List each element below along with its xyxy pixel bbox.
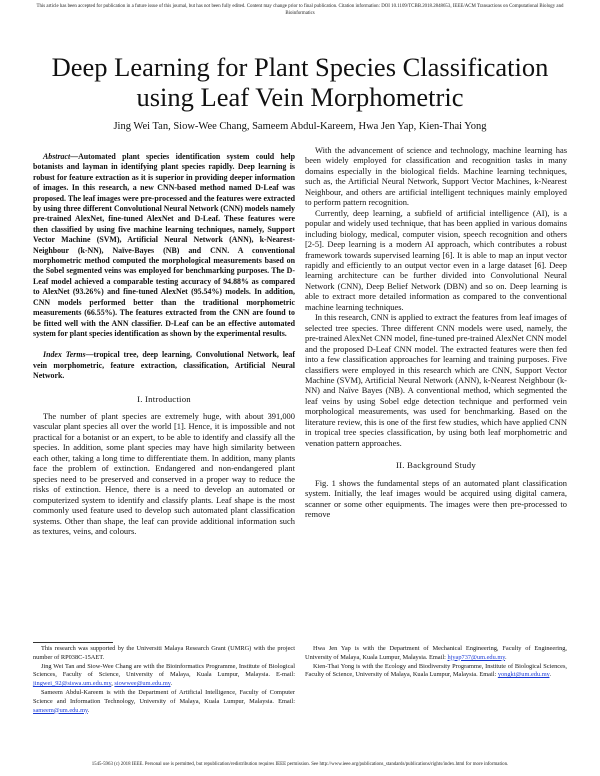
body-paragraph-3: In this research, CNN is applied to extract the features from leaf images of selected tree species. Three different CNN models were used, namely, the pre-trained AlexNet CNN model, fine-tuned pre-trained AlexNet CNN model and the proposed D-Leaf CNN model. The extracted features were then fed into a few classification approaches for learning and training purposes. Five classifiers were employed in this research which are CNN, Support Vector Machine (SVM), Artificial Neural Network (ANN), k-Nearest Neighbour (k-NN) and Naïve Bayes (NB). A conventional method, which segmented the leaf veins by using Sobel edge detection technique and performed vein morphological measurements, was used for benchmarking. Based on the literature review, this is one of the first few studies, which have applied CNN in tropical tree species classification, by using both leaf morphometric and venation pattern approaches. bbox=[305, 312, 567, 448]
index-terms-text: —tropical tree, deep learning, Convolutional Network, leaf vein morphometric, feature extraction, classification, Artificial Neural Network. bbox=[33, 350, 295, 381]
footnote-affiliation-tan-chang bbox=[33, 663, 295, 689]
abstract bbox=[33, 152, 295, 339]
body-paragraph-2: Currently, deep learning, a subfield of artificial intelligence (AI), is a popular and widely used technique, that has been applied in various domains including biology, medical, computer vision, speech recognition and others [2-5]. Deep learning is a modern AI approach, which contributes a robust framework towards supervised learning [6]. It is able to map an input vector rapidly and efficiently to an output vector even in a large dataset [6]. Deep learning architecture can be further divided into Convolutional Neural Network (CNN), Deep Belief Network (DBN) and so on. Deep learning is able to extract more detailed information as compared to the conventional machine learning techniques. bbox=[305, 207, 567, 312]
title-line-2: using Leaf Vein Morphometric bbox=[136, 82, 464, 112]
footnote-divider bbox=[33, 642, 113, 643]
intro-paragraph: The number of plant species are extremely huge, with about 391,000 vascular plant species all over the world [1]. Hence, it is impossible and not practical for a botanist or an expert, to be able to identify and classify all the species. In addition, some plant species may have high similarity between each other, taking a long time to differentiate them. In addition, many plants face the problem of extinction. Endangered and non-endangered plant species need to be preserved and conserved in a proper way to reduce the risks of extinction. Hence, there is a need to develop an automated or computerized system to identify and classify plants. Leaf shape is the most commonly used feature used to develop such automated plant classification systems. Other than shape, the leaf can provide additional information such as textures, veins, and colours. bbox=[33, 410, 295, 536]
abstract-lead: Abstract bbox=[43, 152, 71, 161]
body-paragraph-4: Fig. 1 shows the fundamental steps of an automated plant classification system. Initially, the leaf images would be acquired using digital camera, scanner or some other equipments. The images were then pre-processed to remove bbox=[305, 477, 567, 519]
title-line-1: Deep Learning for Plant Species Classification bbox=[51, 52, 549, 82]
body-paragraph-1: With the advancement of science and technology, machine learning has been widely employed for classification and recognition tasks in many domains especially in the biological fields. Machine learning techniques, such as, the Artificial Neural Network, Support Vector Machines, k-Nearest Neighbour, and others are artificial intelligent techniques mainly employed to perform pattern recognition. bbox=[305, 145, 567, 208]
footnote-period: . bbox=[505, 653, 507, 661]
footnote-period: . bbox=[87, 706, 90, 714]
footnote-affiliation-yap bbox=[305, 645, 567, 663]
footnote-period: . bbox=[170, 680, 173, 688]
paper-title bbox=[30, 52, 570, 112]
footnote-text: Sameem Abdul-Kareem is with the Department of Artificial Intelligence, Faculty of Computer Science and Information Technology, University of Malaya, Kuala Lumpur, Malaysia. Email: bbox=[33, 688, 295, 705]
footnote-period: . bbox=[549, 671, 552, 679]
email-link-chang[interactable]: siowwee@um.edu.my bbox=[114, 680, 171, 688]
section-heading-introduction: I. Introduction bbox=[137, 393, 191, 404]
footnote-affiliation-kareem bbox=[33, 689, 295, 715]
author-list: Jing Wei Tan, Siow-Wee Chang, Sameem Abdul-Kareem, Hwa Jen Yap, Kien-Thai Yong bbox=[113, 121, 487, 132]
footnotes-right bbox=[305, 645, 567, 680]
footnote-text: Hwa Jen Yap is with the Department of Mechanical Engineering, Faculty of Engineering, University of Malaya, Kuala Lumpur, Malaysia. Email: bbox=[305, 645, 567, 661]
footnote-funding: This research was supported by the Universiti Malaya Research Grant (UMRG) with the project number of RP038C-15AET. bbox=[33, 645, 295, 661]
journal-header-note: This article has been accepted for publication in a future issue of this journal, but has not been fully edited. Content may change prior to final publication. Citation information: DOI 10.1109/TCBB.2018.2848653, IEEE/ACM Transactions on Computational Biology and Bioinformatics bbox=[36, 4, 564, 16]
section-heading-background: II. Background Study bbox=[396, 460, 476, 471]
abstract-text: —Automated plant species identification system could help botanists and layman in identifying plant species rapidly. Deep learning is robust for feature extraction as it is superior in providing deeper information of images. In this research, a new CNN-based method named D-Leaf was proposed. The leaf images were pre-processed and the features were extracted by using three different Convolutional Neural Network (CNN) models namely pre-trained AlexNet, fine-tuned AlexNet and D-Leaf. These features were then classified by using five machine learning techniques, namely, Support Vector Machine (SVM), Artificial Neural Network (ANN), k-Nearest-Neighbour (k-NN), Naïve-Bayes (NB) and CNN. A conventional morphometric method computed the morphological measurements based on the Sobel segmented veins was employed for benchmarking purposes. The D-Leaf model achieved a comparable testing accuracy of 94.88% as compared to AlexNet (93.26%) and fine-tuned AlexNet (95.54%) models. In addition, CNN models performed better than the traditional morphometric measurements (66.55%). The features extracted from the CNN are found to be fitted well with the ANN classifier. D-Leaf can be an effective automated system for plant species identification as shown by the experimental results. bbox=[33, 152, 295, 338]
footnote-affiliation-yong bbox=[305, 663, 567, 681]
email-link-tan[interactable]: jingwei_92@siswa.um.edu.my bbox=[33, 680, 112, 688]
footnote-text: Kien-Thai Yong is with the Ecology and Biodiversity Programme, Institute of Biological Sciences, Faculty of Science, University of Malaya, Kuala Lumpur, Malaysia. Email: bbox=[305, 662, 567, 679]
right-column bbox=[305, 145, 567, 519]
footnote-text: Jing Wei Tan and Siow-Wee Chang are with the Bioinformatics Programme, Institute of Biological Sciences, Faculty of Science, University of Malaya, Kuala Lumpur, Malaysia. E-mail: bbox=[33, 662, 295, 679]
footnotes-left bbox=[33, 645, 295, 715]
copyright-footer: 1545-5963 (c) 2018 IEEE. Personal use is permitted, but republication/redistribution requires IEEE permission. See http://www.ieee.org/publications_standards/publications/rights/index.html for more information. bbox=[91, 762, 509, 767]
footnote-separator: , bbox=[111, 680, 115, 688]
index-terms-lead: Index Terms bbox=[43, 350, 86, 360]
left-column bbox=[33, 152, 295, 536]
email-link-kareem[interactable]: sameem@um.edu.my bbox=[33, 706, 88, 714]
email-link-yap[interactable]: hjyap737@um.edu.my bbox=[447, 653, 506, 661]
email-link-yong[interactable]: yongkt@um.edu.my bbox=[497, 671, 550, 679]
index-terms bbox=[33, 350, 295, 381]
